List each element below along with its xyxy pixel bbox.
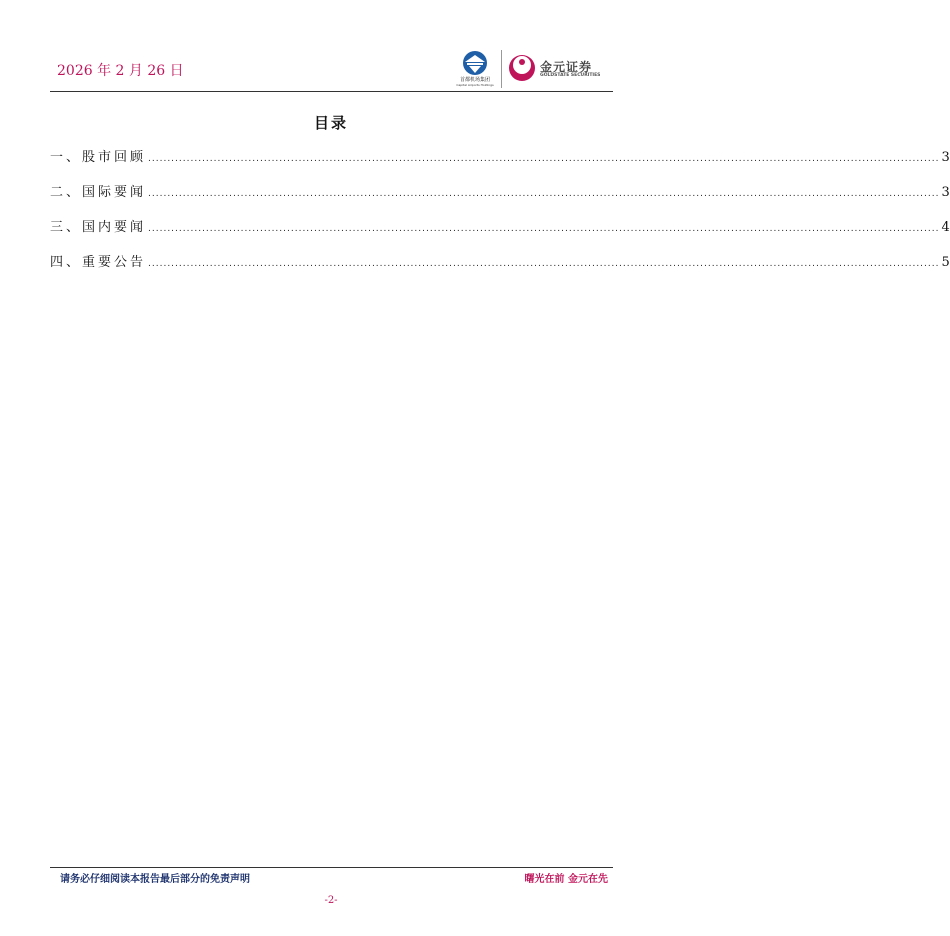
header-divider <box>50 91 613 92</box>
capital-airports-logo <box>452 50 498 90</box>
toc-item-international-news[interactable] <box>50 181 950 216</box>
footer-slogan: 曙光在前 金元在先 <box>524 874 608 885</box>
toc-item-stock-review[interactable] <box>50 146 950 181</box>
capital-airports-name-cn: 首都机场集团 <box>459 77 490 83</box>
logo-divider <box>501 50 502 88</box>
toc-item-label: 一、股市回顾 <box>50 150 147 165</box>
footer-divider <box>50 867 613 868</box>
toc-leader-dots: ............................................................................................................................................................................................................. <box>148 259 940 269</box>
toc-item-major-announcements[interactable] <box>50 251 950 286</box>
toc-item-page: 3 <box>941 185 950 200</box>
toc-item-label: 三、国内要闻 <box>50 220 147 235</box>
toc-item-domestic-news[interactable] <box>50 216 950 251</box>
goldstate-logo <box>506 52 611 86</box>
toc-leader-dots: ............................................................................................................................................................................................................. <box>148 154 940 164</box>
capital-airports-emblem-icon <box>452 50 498 78</box>
toc-leader-dots: ............................................................................................................................................................................................................. <box>148 189 940 199</box>
toc-item-page: 3 <box>941 150 950 165</box>
toc-leader-dots: ............................................................................................................................................................................................................. <box>148 224 940 234</box>
toc-item-label: 二、国际要闻 <box>50 185 147 200</box>
toc-item-page: 4 <box>941 220 950 235</box>
capital-airports-name-en: Capital Airports Holdings <box>456 83 494 87</box>
toc-title: 目录 <box>313 114 348 132</box>
report-date: 2026 年 2 月 26 日 <box>57 63 184 79</box>
footer-disclaimer: 请务必仔细阅读本报告最后部分的免责声明 <box>60 874 250 885</box>
goldstate-name-en: GOLDSTATE SECURITIES <box>540 73 601 78</box>
toc-item-label: 四、重要公告 <box>50 255 147 270</box>
goldstate-emblem-icon <box>506 52 538 84</box>
page-number: -2- <box>324 895 338 906</box>
goldstate-name-cn: 金元证券 <box>540 60 593 74</box>
toc-item-page: 5 <box>941 255 950 270</box>
toc-list <box>50 146 950 286</box>
